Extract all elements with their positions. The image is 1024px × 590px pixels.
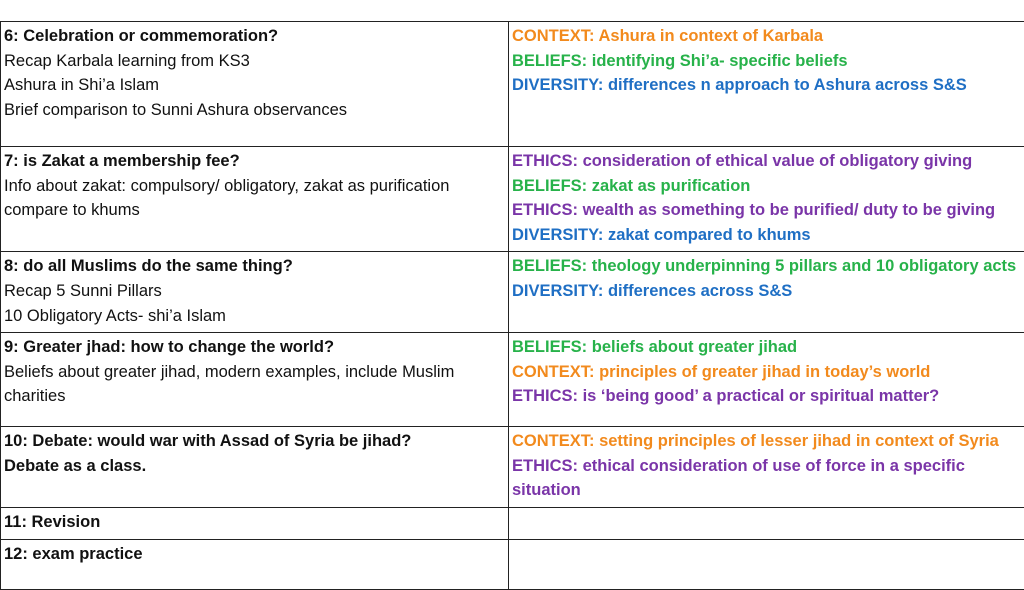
lesson-detail: Debate as a class. [4,454,505,479]
outcomes-cell [509,252,1024,333]
table-row [1,507,1024,539]
lesson-cell [1,22,509,147]
lesson-title: 9: Greater jhad: how to change the world? [4,335,505,360]
table-row [1,147,1024,252]
beliefs-outcome: BELIEFS: zakat as purification [512,174,1021,199]
diversity-outcome: DIVERSITY: differences n approach to Ashura across S&S [512,73,1021,98]
lesson-cell [1,333,509,427]
table-row [1,22,1024,147]
beliefs-outcome: BELIEFS: beliefs about greater jihad [512,335,1021,360]
table-row [1,252,1024,333]
lesson-cell [1,427,509,508]
lesson-cell [1,507,509,539]
lesson-detail: Brief comparison to Sunni Ashura observances [4,98,505,123]
ethics-outcome: ETHICS: consideration of ethical value of obligatory giving [512,149,1021,174]
outcomes-cell [509,333,1024,427]
context-outcome: CONTEXT: principles of greater jihad in today’s world [512,360,1021,385]
outcomes-cell [509,539,1024,589]
lesson-title: 11: Revision [4,510,505,535]
lesson-cell [1,252,509,333]
diversity-outcome: DIVERSITY: differences across S&S [512,279,1021,304]
outcomes-cell [509,507,1024,539]
table-row [1,427,1024,508]
beliefs-outcome: BELIEFS: theology underpinning 5 pillars and 10 obligatory acts [512,254,1021,279]
lesson-plan-table [0,21,1024,590]
diversity-outcome: DIVERSITY: zakat compared to khums [512,223,1021,248]
outcomes-cell [509,22,1024,147]
context-outcome: CONTEXT: Ashura in context of Karbala [512,24,1021,49]
lesson-title: 10: Debate: would war with Assad of Syria be jihad? [4,429,505,454]
table-row [1,539,1024,589]
outcomes-cell [509,427,1024,508]
lesson-detail: Recap 5 Sunni Pillars [4,279,505,304]
context-outcome: CONTEXT: setting principles of lesser jihad in context of Syria [512,429,1021,454]
lesson-detail: Info about zakat: compulsory/ obligatory, zakat as purification [4,174,505,199]
lesson-detail: Recap Karbala learning from KS3 [4,49,505,74]
lesson-detail: 10 Obligatory Acts- shi’a Islam [4,304,505,329]
lesson-cell [1,147,509,252]
lesson-detail: Ashura in Shi’a Islam [4,73,505,98]
ethics-outcome: ETHICS: is ‘being good’ a practical or spiritual matter? [512,384,1021,409]
lesson-cell [1,539,509,589]
table-row [1,333,1024,427]
lesson-title: 7: is Zakat a membership fee? [4,149,505,174]
outcomes-cell [509,147,1024,252]
lesson-detail: Beliefs about greater jihad, modern examples, include Muslim charities [4,360,505,409]
lesson-title: 12: exam practice [4,542,505,567]
lesson-detail: compare to khums [4,198,505,223]
ethics-outcome: ETHICS: wealth as something to be purified/ duty to be giving [512,198,1021,223]
lesson-title: 6: Celebration or commemoration? [4,24,505,49]
lesson-title: 8: do all Muslims do the same thing? [4,254,505,279]
beliefs-outcome: BELIEFS: identifying Shi’a- specific beliefs [512,49,1021,74]
ethics-outcome: ETHICS: ethical consideration of use of force in a specific situation [512,454,1021,503]
